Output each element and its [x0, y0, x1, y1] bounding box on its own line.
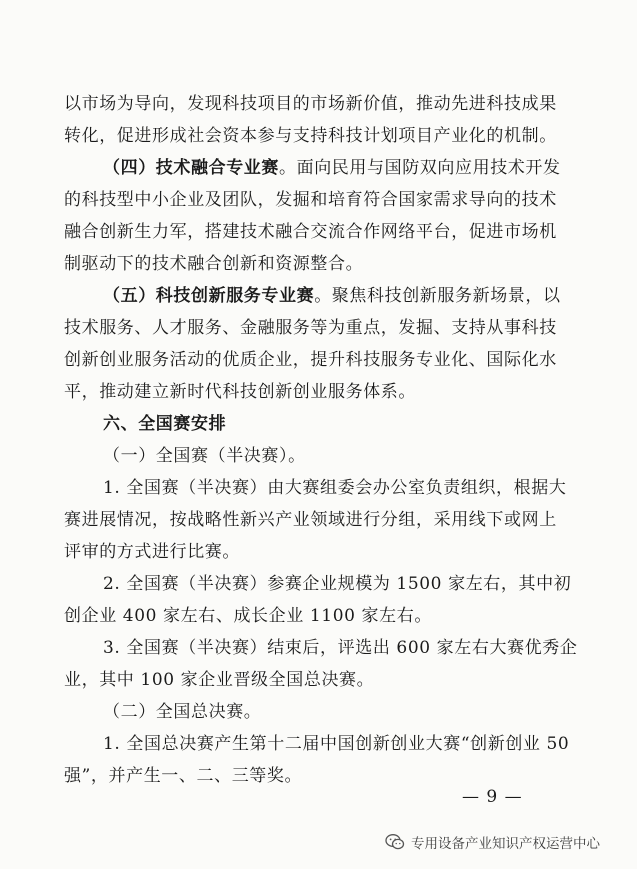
- paragraph-line: 技术服务、人才服务、金融服务等为重点，发掘、支持从事科技: [64, 318, 557, 338]
- paragraph-line: 的科技型中小企业及团队，发掘和培育符合国家需求导向的技术: [64, 190, 557, 210]
- page-number: — 9 —: [462, 787, 523, 807]
- wechat-icon: [385, 833, 405, 851]
- paragraph-line: 创新创业服务活动的优质企业，提升科技服务专业化、国际化水: [64, 350, 557, 370]
- paragraph-line: 1. 全国总决赛产生第十二届中国创新创业大赛“创新创业 50: [103, 734, 570, 754]
- watermark-text: 专用设备产业知识产权运营中心: [411, 836, 600, 852]
- paragraph-line: 融合创新生力军，搭建技术融合交流合作网络平台，促进市场机: [64, 222, 557, 242]
- subsection-label: （四）技术融合专业赛: [103, 158, 279, 178]
- paragraph-text: 。聚焦科技创新服务新场景，以: [314, 286, 561, 306]
- subsection-heading: （二）全国总决赛。: [103, 702, 262, 722]
- section-heading: 六、全国赛安排: [103, 414, 227, 434]
- watermark: [385, 832, 600, 852]
- paragraph-line: 创企业 400 家左右、成长企业 1100 家左右。: [64, 606, 432, 626]
- paragraph-line: 3. 全国赛（半决赛）结束后，评选出 600 家左右大赛优秀企: [103, 638, 578, 658]
- paragraph-line: 以市场为导向，发现科技项目的市场新价值，推动先进科技成果: [64, 94, 557, 114]
- paragraph-line: 平，推动建立新时代科技创新创业服务体系。: [64, 382, 416, 402]
- subsection-label: （五）科技创新服务专业赛: [103, 286, 315, 306]
- paragraph-line: [103, 285, 561, 307]
- paragraph-line: 转化，促进形成社会资本参与支持科技计划项目产业化的机制。: [64, 126, 557, 146]
- paragraph-line: 业，其中 100 家企业晋级全国总决赛。: [64, 670, 375, 690]
- paragraph-line: 赛进展情况，按战略性新兴产业领域进行分组，采用线下或网上: [64, 510, 557, 530]
- paragraph-line: 1. 全国赛（半决赛）由大赛组委会办公室负责组织，根据大: [103, 478, 567, 498]
- paragraph-line: 制驱动下的技术融合创新和资源整合。: [64, 254, 364, 274]
- paragraph-line: 评审的方式进行比赛。: [64, 542, 240, 562]
- subsection-heading: （一）全国赛（半决赛）。: [103, 446, 306, 466]
- paragraph-text: 。面向民用与国防双向应用技术开发: [279, 158, 561, 178]
- paragraph-line: 2. 全国赛（半决赛）参赛企业规模为 1500 家左右，其中初: [103, 574, 572, 594]
- paragraph-line: 强”，并产生一、二、三等奖。: [64, 766, 303, 786]
- paragraph-line: [103, 157, 561, 179]
